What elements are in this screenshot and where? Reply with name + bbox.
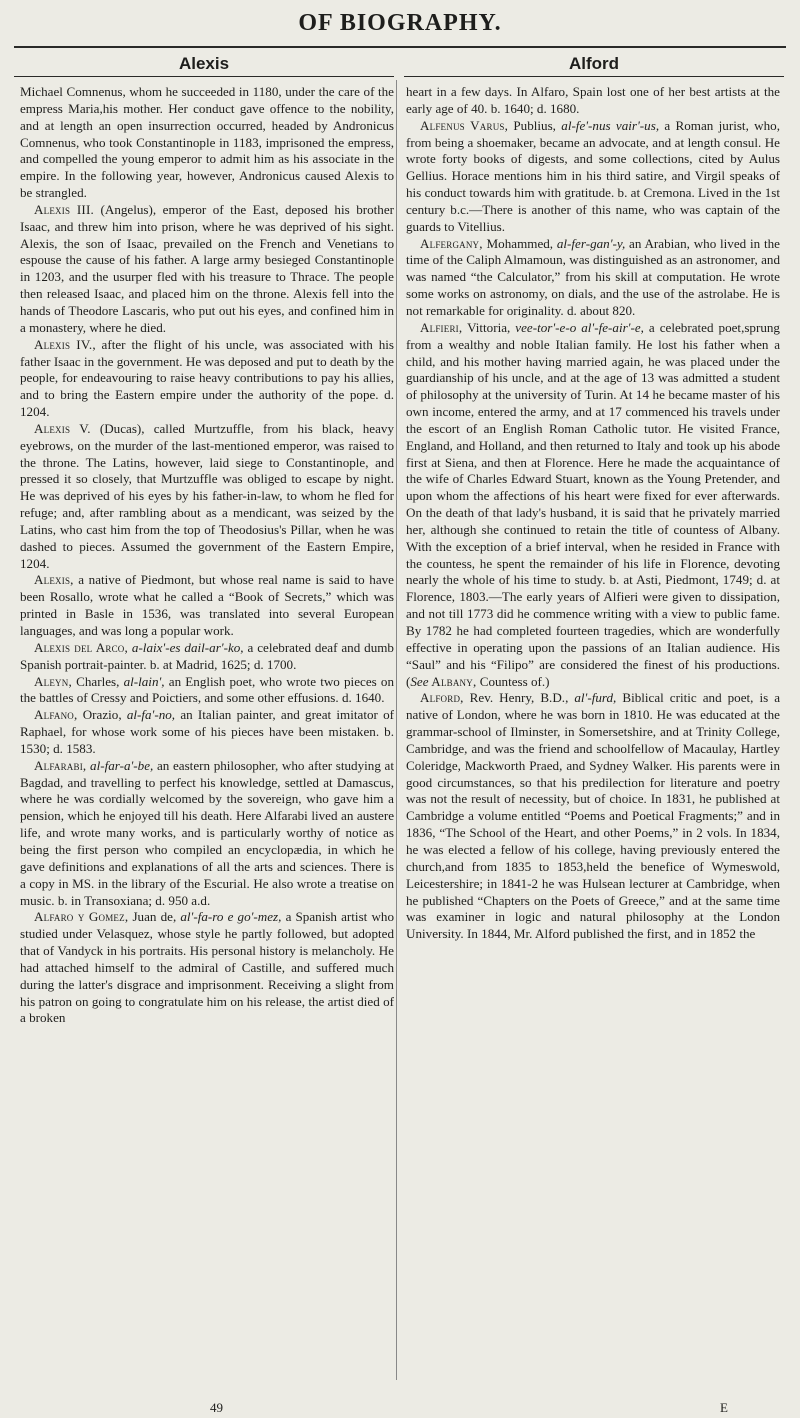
entry-pronunciation: vee-tor'-e-o al'-fe-air'-e, bbox=[515, 319, 644, 335]
entry-alfaro-y-gomez bbox=[20, 909, 394, 1027]
right-column bbox=[406, 84, 780, 943]
entry-headword: Alfenus Varus, bbox=[420, 117, 509, 133]
entry-pronunciation: al-fa'-no, bbox=[126, 707, 176, 723]
entry-headword: Alfano, bbox=[34, 707, 78, 723]
entry-alexis-del-arco bbox=[20, 640, 394, 674]
entry-pronunciation: al-fer-gan'-y, bbox=[556, 235, 626, 251]
entry-alexis-iii bbox=[20, 202, 394, 337]
entry-text: an Arabian, who lived in the time of the Caliph Almamoun, was distinguished as an astronomer, and was named “the Calculator,” from his skill at computation. He wrote some works on astronomy, on dials, and the use of the astrolabe. He is not remarkable for originality. d. about 820. bbox=[406, 235, 780, 318]
entry-headword: Alfieri, bbox=[420, 319, 463, 335]
top-rule bbox=[14, 46, 786, 48]
left-column bbox=[20, 84, 394, 1027]
entry-continuation bbox=[20, 84, 394, 202]
entry-text: Biblical critic and poet, is a native of London, where he was born in 1810. He was educated at the grammar-school of Ilminster, in Somersetshire, and at Trinity College, Cambridge, and was the friend and schoolfellow of Macaulay, Hartley Coleridge, Mackworth Praed, and Sydney Walker. His parents were in good circumstances, so that his predilection for literature and poetry was not the result of necessity, but of choice. In 1831, he published at Cambridge a volume entitled “Poems and Poetical Fragments;” and in 1836, “The School of the Heart, and other Poems,” in 2 vols. In 1834, he was elected a fellow of his college, having previously entered the church,and from 1835 to 1853,held the benefice of Wymeswold, Leicestershire; in 1841-2 he was Hulsean lecturer at Cambridge, when he published “Chapters on the Poets of Greece,” and at the same time was examiner in logic and natural philosophy at the London University. In 1844, Mr. Alford published the first, and in 1852 the bbox=[406, 690, 781, 942]
entry-text: an English poet, who wrote two pieces on the battles of Cressy and Poictiers, and some other effusions. d. 1640. bbox=[20, 673, 395, 706]
entry-text: Juan de, bbox=[128, 909, 181, 925]
entry-headword: Alexis III. bbox=[34, 201, 95, 217]
left-column-header: Alexis bbox=[178, 54, 230, 73]
entry-headword: Alfergany, bbox=[420, 235, 483, 251]
entry-headword: Aleyn, bbox=[34, 673, 72, 689]
entry-headword: Alexis IV. bbox=[34, 336, 93, 352]
entry-text: (Ducas), called Murtzuffle, from his black, heavy eyebrows, on the murder of the last-mentioned emperor, was raised to the throne. The Latins, however, laid siege to Constantinople, and pressed it so closely, that Murtzuffle was obliged to escape by night. He was deprived of his eyes by his father-in-law, to whom he fled for refuge; and, after rambling about as a mendicant, was seized by the Latins, who cast him from the top of Theodosius's Pillar, when he was dashed to pieces. Assumed the government of the Eastern Empire, 1204. bbox=[20, 420, 394, 571]
entry-continuation bbox=[406, 84, 780, 118]
entry-text: an eastern philosopher, who after studying at Bagdad, and travelling to perfect his knowledge, settled at Damascus, where he was cordially welcomed by the sovereign, who gave him a pension, which he enjoyed till his death. Here Alfarabi lived an austere life, and wrote many works, and is particularly worthy of notice as being the first person who compiled an encyclopædia, in which he gave definitions and explanations of all the arts and sciences. There is a copy in MS. in the library of the Escurial. He also wrote a treatise on music. b. in Transoxiana; d. 950 a.d. bbox=[20, 757, 394, 908]
entry-text: Publius, bbox=[508, 117, 562, 133]
entry-aleyn bbox=[20, 674, 394, 708]
entry-text: a celebrated deaf and dumb Spanish portrait-painter. b. at Madrid, 1625; d. 1700. bbox=[20, 639, 394, 672]
entry-text: Charles, bbox=[71, 673, 124, 689]
entry-headword: Alexis, bbox=[34, 572, 74, 588]
entry-text: heart in a few days. In Alfaro, Spain lost one of her best artists at the early age of 40. b. 1640; d. 1680. bbox=[406, 84, 780, 116]
entry-text: a celebrated poet,sprung from a wealthy and noble Italian family. He lost his father when a child, and his mother having married again, he was placed under the guardianship of his uncle, and at the age of 13 was admitted a student of philosophy at the university of Turin. At 14 he became master of his own income, entered the army, and at 17 commenced his travels under the escort of an English Roman Catholic tutor. He visited France, England, and Holland, and then returned to Italy and took up his abode first at Siena, and then at Florence. Here he made the acquaintance of the wife of Charles Edward Stuart, known as the Young Pretender, and upon whom the affections of his heart were fixed for ever afterwards. On the death of that lady's husband, it is said that he privately married her, although she continued to retain the title of countess of Albany. With the exception of a brief interval, when he resided in France with the countess, he spent the remainder of his life in Florence, devoting nearly the whole of his time to study. b. at Asti, Piedmont, 1749; d. at Florence, 1803.—The early years of Alfieri were given to dissipation, and not till 1773 did he commence writing with a view to public fame. By 1782 he had completed fourteen tragedies, which are wonderfully effective in operating upon the passions of an Italian audience. His “Saul” and his “Filipo” are considered the finest of his productions. ( bbox=[406, 319, 780, 689]
page-number: 49 bbox=[210, 1400, 223, 1415]
entry-pronunciation: al'-fa-ro e go'-mez, bbox=[180, 909, 282, 925]
entry-pronunciation: al'-furd, bbox=[574, 690, 617, 706]
entry-headword: Alfarabi, bbox=[34, 757, 87, 773]
entry-alfergany bbox=[406, 236, 780, 320]
entry-text: a Spanish artist who studied under Velasquez, whose style he partly followed, but adopted that of Vandyck in his portraits. His personal history is melancholy. He had attached himself to the admiral of Castille, and suffered much during the latter's disgrace and imprisonment. Receiving a slight from his patron on going to congratulate him on his release, the artist died of a broken bbox=[20, 909, 394, 1026]
cross-reference-target: Albany, bbox=[428, 673, 477, 689]
entry-headword: Alfaro y Gomez, bbox=[34, 909, 129, 925]
entry-pronunciation: al-lain', bbox=[123, 673, 165, 689]
entry-alexis-v bbox=[20, 421, 394, 573]
entry-alexis bbox=[20, 572, 394, 639]
entry-headword: Alexis del Arco, bbox=[34, 639, 128, 655]
entry-text: Rev. Henry, B.D., bbox=[463, 690, 575, 706]
entry-text: Vittoria, bbox=[462, 319, 516, 335]
entry-text: , after the flight of his uncle, was associated with his father Isaac in the government. He was deposed and put to death by the people, for endeavouring to raise heavy contributions to pay his allies, and to bring the Eastern empire under the authority of the pope. d. 1204. bbox=[20, 336, 394, 420]
entry-text: Michael Comnenus, whom he succeeded in 1180, under the care of the empress Maria,his mother. Her conduct gave offence to the nobility, and at length an open insurrection occurred, headed by Andronicus Comnenus, who took Constantinople in 1183, imprisoned the empress, and compelled the young emperor to admit him as his associate in the empire. In the following year, however, Andronicus caused Alexis to be strangled. bbox=[20, 84, 394, 201]
entry-text: a Roman jurist, who, from being a shoemaker, became an advocate, and at length consul. He wrote forty books of digests, and some collections, cited by Aulus Gellius. Horace mentions him in his third satire, and Virgil speaks of his conduct towards him with gratitude. b. at Cremona. Lived in the 1st century b.c.—There is another of this name, who was captain of the guards to Vitellius. bbox=[406, 117, 780, 234]
entry-text: an Italian painter, and great imitator of Raphael, for whose work some of his pieces have been mistaken. b. 1530; d. 1583. bbox=[20, 707, 394, 756]
column-divider bbox=[396, 80, 397, 1380]
entry-text: Mohammed, bbox=[482, 235, 557, 251]
entry-pronunciation: a-laix'-es dail-ar'-ko, bbox=[127, 639, 244, 655]
entry-text: a native of Piedmont, but whose real name is said to have been Rosallo, wrote what he called a “Book of Secrets,” which was printed in Basle in 1536, was translated into several European languages, and was long a popular work. bbox=[20, 572, 394, 638]
right-header-rule bbox=[404, 76, 784, 77]
cross-reference-see: See bbox=[410, 673, 429, 689]
entry-alfarabi bbox=[20, 758, 394, 910]
entry-alfieri bbox=[406, 320, 780, 691]
signature-mark: E bbox=[720, 1400, 728, 1415]
entry-alexis-iv bbox=[20, 337, 394, 421]
entry-headword: Alexis V. bbox=[34, 420, 91, 436]
entry-pronunciation: al-far-a'-be, bbox=[86, 757, 154, 773]
entry-alford bbox=[406, 690, 780, 943]
entry-alfenus-varus bbox=[406, 118, 780, 236]
entry-pronunciation: al-fe'-nus vair'-us, bbox=[561, 117, 660, 133]
entry-text: (Angelus), emperor of the East, deposed his brother Isaac, and threw him into prison, where he was deprived of his sight. Alexis, the son of Isaac, prevailed on the French and Venetians to espouse the cause of his father. A large army besieged Constantinople in 1203, and the usurper fled with his treasure to Thrace. The people then released Isaac, and placed him on the throne. Alexis fell into the hands of Theodore Lascaris, who put out his eyes, and confined him in a monastery, where he died. bbox=[20, 201, 394, 335]
entry-alfano bbox=[20, 707, 394, 758]
right-column-header: Alford bbox=[568, 54, 620, 73]
running-head: OF BIOGRAPHY. bbox=[298, 10, 502, 36]
entry-headword: Alford, bbox=[420, 690, 464, 706]
entry-text: Orazio, bbox=[77, 707, 127, 723]
left-header-rule bbox=[14, 76, 394, 77]
entry-text: Countess of.) bbox=[476, 673, 550, 689]
